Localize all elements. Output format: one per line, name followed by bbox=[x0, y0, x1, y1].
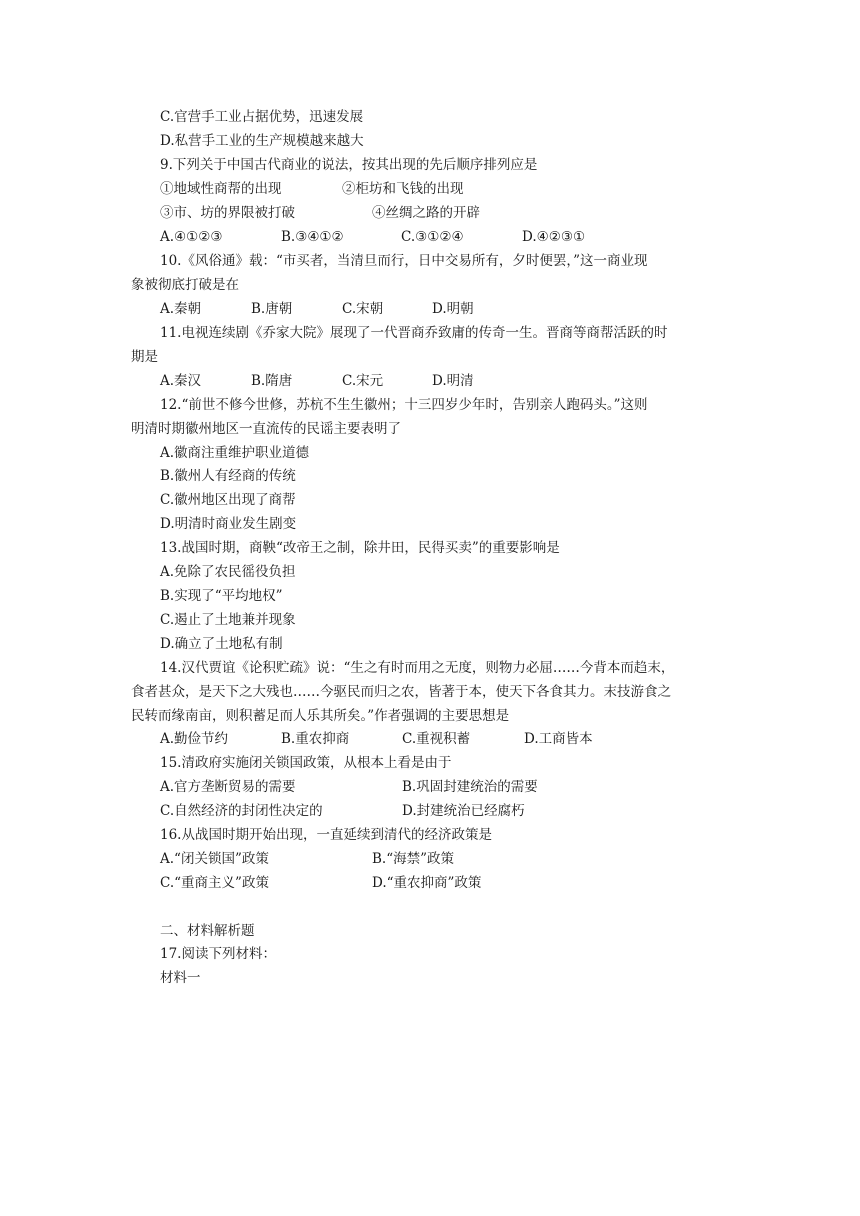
question-11-line-2: 期是 bbox=[131, 349, 158, 365]
q9-item-4: ④丝绸之路的开辟 bbox=[372, 205, 480, 221]
question-14-line-3: 民转而缘南亩，则积蓄足而人乐其所矣。”作者强调的主要思想是 bbox=[131, 708, 510, 724]
q9-item-3: ③市、坊的界限被打破 bbox=[160, 205, 295, 221]
q10-option-c: C.宋朝 bbox=[342, 301, 384, 317]
q10-option-b: B.唐朝 bbox=[251, 301, 293, 317]
q9-option-d: D.④②③① bbox=[522, 229, 586, 245]
question-13: 13.战国时期，商鞅“改帝王之制，除井田，民得买卖”的重要影响是 bbox=[160, 540, 560, 556]
question-10-line-1: 10.《风俗通》载：“市买者，当清旦而行，日中交易所有，夕时便罢，”这一商业现 bbox=[160, 253, 648, 269]
q9-option-b: B.③④①② bbox=[281, 229, 344, 245]
q11-option-b: B.隋唐 bbox=[251, 373, 293, 389]
q10-option-a: A.秦朝 bbox=[160, 301, 202, 317]
q16-option-a: A.“闭关锁国”政策 bbox=[160, 851, 269, 867]
question-12-line-2: 明清时期徽州地区一直流传的民谣主要表明了 bbox=[131, 421, 401, 437]
q9-item-1: ①地域性商帮的出现 bbox=[160, 181, 282, 197]
q11-option-d: D.明清 bbox=[432, 373, 474, 389]
q14-option-b: B.重农抑商 bbox=[281, 731, 350, 747]
q16-option-d: D.“重农抑商”政策 bbox=[372, 875, 482, 891]
question-9: 9.下列关于中国古代商业的说法，按其出现的先后顺序排列应是 bbox=[160, 157, 538, 173]
q12-option-d: D.明清时商业发生剧变 bbox=[160, 516, 297, 532]
q16-option-c: C.“重商主义”政策 bbox=[160, 875, 269, 891]
q9-option-a: A.④①②③ bbox=[160, 229, 223, 245]
q9-option-c: C.③①②④ bbox=[401, 229, 464, 245]
q15-option-a: A.官方垄断贸易的需要 bbox=[160, 779, 296, 795]
q13-option-c: C.遏止了土地兼并现象 bbox=[160, 612, 296, 628]
q9-item-2: ②柜坊和飞钱的出现 bbox=[342, 181, 464, 197]
q12-option-b: B.徽州人有经商的传统 bbox=[160, 468, 296, 484]
question-14-line-2: 食者甚众，是天下之大残也……今驱民而归之农，皆著于本，使天下各食其力。末技游食之 bbox=[131, 684, 671, 700]
option-line-d: D.私营手工业的生产规模越来越大 bbox=[160, 133, 364, 149]
q13-option-b: B.实现了“平均地权” bbox=[160, 588, 283, 604]
q12-option-a: A.徽商注重维护职业道德 bbox=[160, 445, 310, 461]
q16-option-b: B.“海禁”政策 bbox=[372, 851, 455, 867]
q13-option-a: A.免除了农民徭役负担 bbox=[160, 564, 296, 580]
q14-option-c: C.重视积蓄 bbox=[402, 731, 471, 747]
q13-option-d: D.确立了土地私有制 bbox=[160, 636, 283, 652]
question-14-line-1: 14.汉代贾谊《论积贮疏》说：“生之有时而用之无度，则物力必屈……今背本而趋末， bbox=[160, 660, 675, 676]
question-11-line-1: 11.电视连续剧《乔家大院》展现了一代晋商乔致庸的传奇一生。晋商等商帮活跃的时 bbox=[160, 325, 668, 341]
section-heading: 二、材料解析题 bbox=[160, 923, 255, 939]
q12-option-c: C.徽州地区出现了商帮 bbox=[160, 492, 296, 508]
question-15: 15.清政府实施闭关锁国政策，从根本上看是由于 bbox=[160, 755, 452, 771]
option-line-c: C.官营手工业占据优势，迅速发展 bbox=[160, 109, 364, 125]
question-10-line-2: 象被彻底打破是在 bbox=[131, 277, 239, 293]
q15-option-c: C.自然经济的封闭性决定的 bbox=[160, 803, 323, 819]
q15-option-b: B.巩固封建统治的需要 bbox=[402, 779, 538, 795]
q11-option-a: A.秦汉 bbox=[160, 373, 202, 389]
question-12-line-1: 12.“前世不修今世修，苏杭不生生徽州；十三四岁少年时，告别亲人跑码头。”这则 bbox=[160, 397, 648, 413]
question-17: 17.阅读下列材料： bbox=[160, 946, 276, 962]
q14-option-a: A.勤俭节约 bbox=[160, 731, 229, 747]
q15-option-d: D.封建统治已经腐朽 bbox=[402, 803, 525, 819]
question-16: 16.从战国时期开始出现，一直延续到清代的经济政策是 bbox=[160, 827, 492, 843]
q14-option-d: D.工商皆本 bbox=[524, 731, 593, 747]
q11-option-c: C.宋元 bbox=[342, 373, 384, 389]
q10-option-d: D.明朝 bbox=[432, 301, 474, 317]
material-label: 材料一 bbox=[160, 970, 201, 986]
